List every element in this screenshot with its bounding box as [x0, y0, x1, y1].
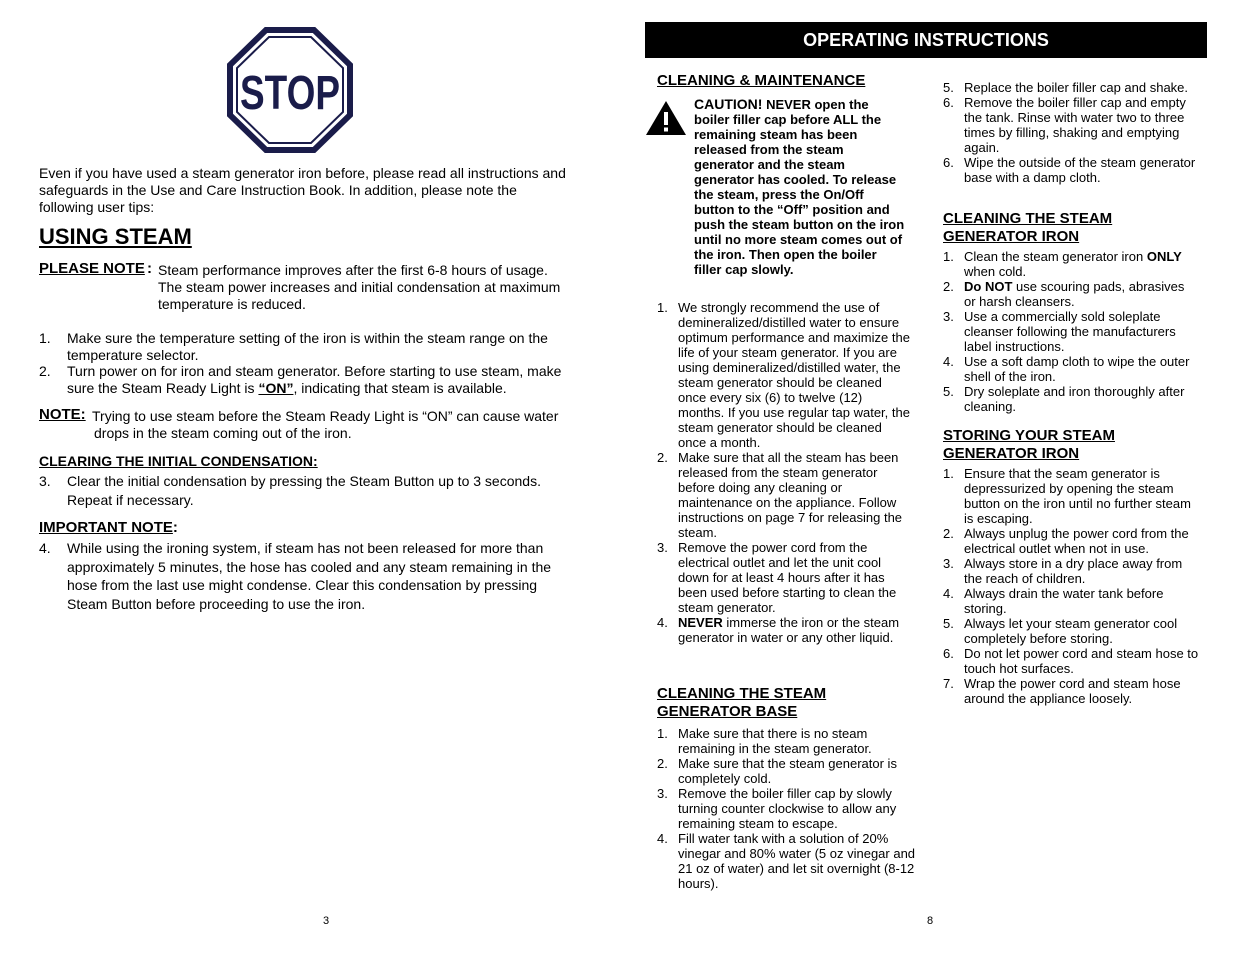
list-item: 6. Wipe the outside of the steam generator base with a damp cloth. [943, 155, 1196, 185]
cleaning-base-list [657, 726, 919, 891]
item-text: Turn power on for iron and steam generator. Before starting to use steam, make sure the Steam Ready Light is “ON”, indicating that steam is available. [67, 363, 562, 396]
item-number: 2. [39, 363, 51, 379]
list-item: 7. Wrap the power cord and steam hose around the appliance loosely. [943, 676, 1181, 706]
cleaning-base-heading: CLEANING THE STEAM GENERATOR BASE [657, 685, 827, 720]
page-title: USING STEAM [39, 224, 192, 249]
page-number: 3 [323, 915, 330, 927]
list-item: 4. Use a soft damp cloth to wipe the outer shell of the iron. [943, 354, 1190, 384]
item-text: Clear the initial condensation by pressing the Steam Button up to 3 seconds. Repeat if necessary. [67, 473, 541, 508]
operating-instructions-banner: OPERATING INSTRUCTIONS [645, 22, 1207, 58]
list-item: 3. Remove the power cord from the electrical outlet and let the unit cool down for at least 4 hours after it has been used before starting to clean the steam generator. [657, 540, 897, 615]
caution-word: CAUTION! [694, 96, 763, 112]
list-item: 3. Remove the boiler filler cap by slowly turning counter clockwise to allow any remaining steam to escape. [657, 786, 897, 831]
caution-body: NEVER open the boiler filler cap before ALL the remaining steam has been released from the steam generator and the steam generator has cooled. To release the steam, press the On/Off button to the “Off” position and push the steam button on the iron until no more steam comes out of the iron. Then open the boiler filler cap slowly. [694, 97, 905, 277]
item-number: 3. [39, 473, 51, 489]
item-text: While using the ironing system, if steam has not been released for more than approximately 5 minutes, the hose has cooled and any steam remaining in the hose from the last use might condense. Clear this condensation by pressing Steam Button before proceeding to use the iron. [67, 540, 552, 612]
cleaning-iron-list [943, 249, 1198, 414]
list-item: 1. Make sure that there is no steam remaining in the steam generator. [657, 726, 872, 756]
note-text-line2: drops in the steam coming out of the iron. [94, 425, 352, 441]
cleaning-iron-heading: CLEANING THE STEAM GENERATOR IRON [943, 210, 1113, 245]
storing-heading: STORING YOUR STEAM GENERATOR IRON [943, 427, 1115, 462]
please-note-text: Steam performance improves after the first 6-8 hours of usage. The steam power increases and initial condensation at maximum temperature is reduced. [158, 262, 561, 312]
note-text-line1: Trying to use steam before the Steam Ready Light is “ON” can cause water [92, 408, 559, 424]
list-item: 2. Do NOT use scouring pads, abrasives or harsh cleansers. [943, 279, 1185, 309]
list-item: 2. Make sure that the steam generator is completely cold. [657, 756, 897, 786]
list-item: 5. Replace the boiler filler cap and shake. [943, 80, 1189, 95]
list-item: 4. Always drain the water tank before storing. [943, 586, 1164, 616]
list-item: 1. We strongly recommend the use of demineralized/distilled water to ensure optimum performance and maximize the life of your steam generator. If you are using demineralized/distilled water, the steam generator should be cleaned once every six (6) to twelve (12) months. If you use regular tap water, the steam generator should be cleaned once a month. [657, 300, 910, 450]
list-item: 1. Clean the steam generator iron ONLY when cold. [943, 249, 1182, 279]
list-item: 5. Always let your steam generator cool completely before storing. [943, 616, 1178, 646]
list-item: 4. NEVER immerse the iron or the steam generator in water or any other liquid. [657, 615, 900, 645]
warning-icon [645, 100, 687, 136]
stop-sign-logo [200, 20, 380, 160]
list-item: 2. Always unplug the power cord from the electrical outlet when not in use. [943, 526, 1189, 556]
please-note-colon: : [147, 260, 152, 277]
cleaning-base-continued-list [943, 80, 1198, 185]
storing-list [943, 466, 1201, 706]
item-number: 4. [39, 540, 51, 556]
on-emphasis: “ON” [258, 380, 294, 396]
list-item: 3. Use a commercially sold soleplate cleanser following the manufacturers label instructions. [943, 309, 1176, 354]
list-item [39, 472, 569, 510]
note-label: NOTE: [39, 406, 86, 423]
list-item: 2. Make sure that all the steam has been released from the steam generator before doing any cleaning or maintenance on the appliance. Follow instructions on page 7 for releasing the steam. [657, 450, 903, 540]
item-text: Make sure the temperature setting of the iron is within the steam range on the temperature selector. [67, 330, 548, 363]
list-item: 3. Always store in a dry place away from the reach of children. [943, 556, 1183, 586]
list-item [39, 330, 569, 364]
caution-text [694, 97, 906, 277]
important-note-heading: IMPORTANT NOTE: [39, 519, 178, 536]
list-item: 6. Remove the boiler filler cap and empty the tank. Rinse with water two to three times by filling, shaking and emptying again. [943, 95, 1186, 155]
list-item: 4. Fill water tank with a solution of 20% vinegar and 80% water (5 oz vinegar and 21 oz of water) and let sit overnight (8-12 hours). [657, 831, 916, 891]
clearing-heading: CLEARING THE INITIAL CONDENSATION: [39, 453, 318, 469]
list-item: 5. Dry soleplate and iron thoroughly after cleaning. [943, 384, 1185, 414]
cleaning-maintenance-heading: CLEANING & MAINTENANCE [657, 72, 866, 89]
stop-sign-text: STOP [240, 67, 340, 120]
list-item: 6. Do not let power cord and steam hose to touch hot surfaces. [943, 646, 1199, 676]
intro-paragraph: Even if you have used a steam generator iron before, please read all instructions and safeguards in the Use and Care Instruction Book. In addition, please note the following user tips: [39, 165, 566, 215]
cleaning-maintenance-list [657, 300, 910, 645]
list-item [39, 363, 569, 397]
please-note-label: PLEASE NOTE [39, 260, 145, 277]
page-number: 8 [927, 915, 934, 927]
list-item: 1. Ensure that the seam generator is depressurized by opening the steam button on the iron until no further steam is escaping. [943, 466, 1191, 526]
item-number: 1. [39, 330, 51, 346]
list-item [39, 539, 569, 613]
